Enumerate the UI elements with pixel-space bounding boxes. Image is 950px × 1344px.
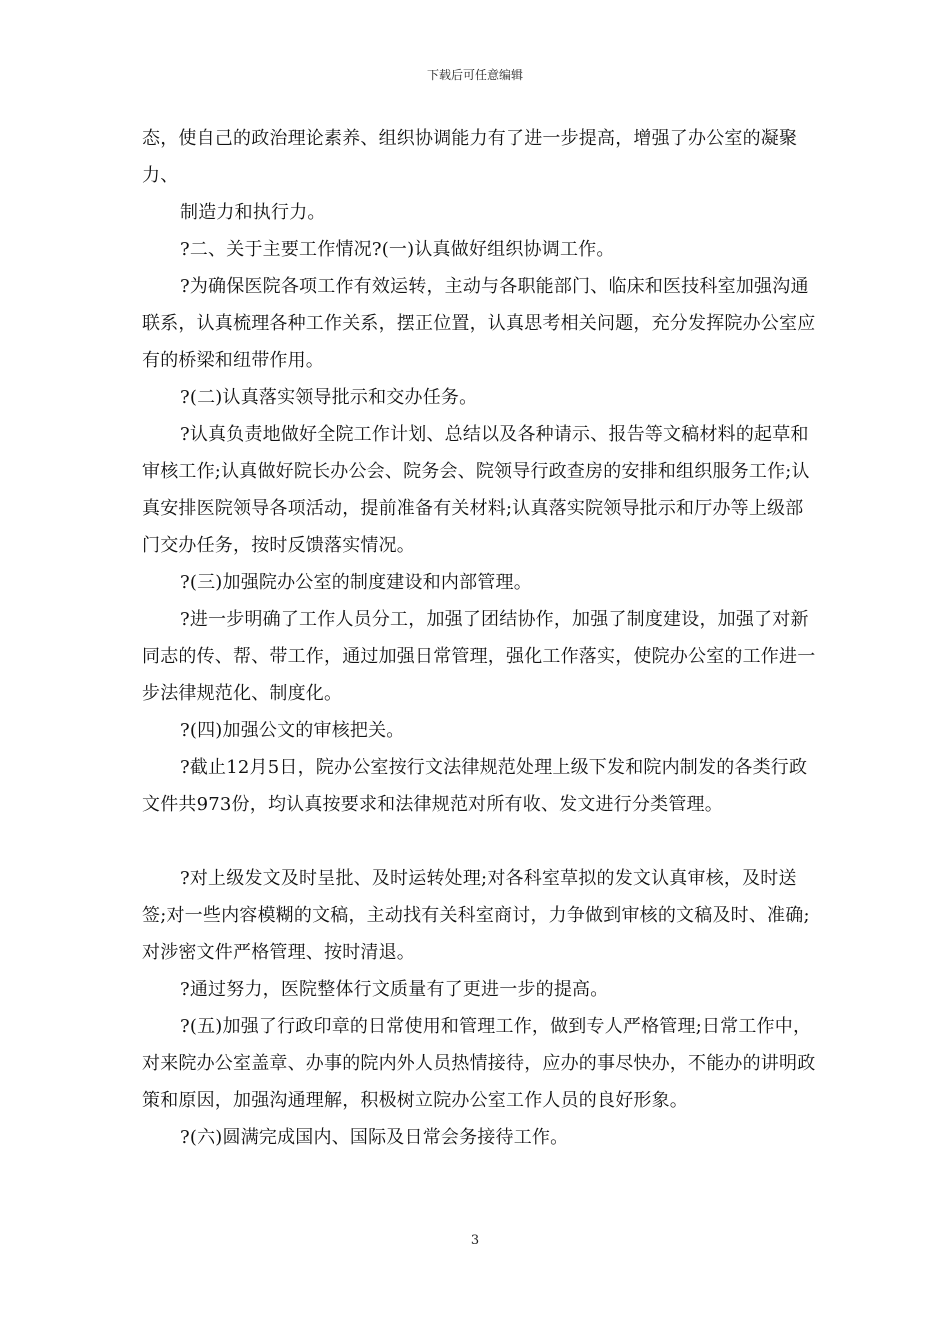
paragraph: ?通过努力，医院整体行文质量有了更进一步的提高。	[180, 979, 609, 1000]
paragraph: ?认真负责地做好全院工作计划、总结以及各种请示、报告等文稿材料的起草和审核工作;认真做好院长办公会、院务会、院领导行政查房的安排和组织服务工作;认真安排医院领导各项活动，提前准备有关材料;认真落实院领导批示和厅办等上级部门交办任务，按时反馈落实情况。	[142, 424, 810, 556]
paragraph: 制造力和执行力。	[180, 202, 326, 223]
paragraph: ?进一步明确了工作人员分工，加强了团结协作，加强了制度建设，加强了对新同志的传、帮、带工作，通过加强日常管理，强化工作落实，使院办公室的工作进一步法律规范化、制度化。	[142, 609, 816, 704]
paragraph: 态，使自己的政治理论素养、组织协调能力有了进一步提高，增强了办公室的凝聚力、	[142, 128, 798, 186]
paragraph: ?(五)加强了行政印章的日常使用和管理工作，做到专人严格管理;日常工作中，对来院办公室盖章、办事的院内外人员热情接待，应办的事尽快办，不能办的讲明政策和原因，加强沟通理解，积极树立院办公室工作人员的良好形象。	[142, 1016, 816, 1111]
section-heading: ?(六)圆满完成国内、国际及日常会务接待工作。	[180, 1127, 569, 1148]
paragraph: ?对上级发文及时呈批、及时运转处理;对各科室草拟的发文认真审核，及时送签;对一些内容模糊的文稿，主动找有关科室商讨，力争做到审核的文稿及时、准确;对涉密文件严格管理、按时清退。	[142, 868, 810, 963]
paragraph: ?为确保医院各项工作有效运转，主动与各职能部门、临床和医技科室加强沟通联系，认真梳理各种工作关系，摆正位置，认真思考相关问题，充分发挥院办公室应有的桥梁和纽带作用。	[142, 276, 816, 371]
section-heading: ?(二)认真落实领导批示和交办任务。	[180, 387, 478, 408]
page-header: 下载后可任意编辑	[426, 68, 523, 82]
section-heading: ?二、关于主要工作情况?(一)认真做好组织协调工作。	[180, 239, 615, 260]
page-number: 3	[470, 1233, 480, 1248]
section-heading: ?(四)加强公文的审核把关。	[180, 720, 405, 741]
document-body	[142, 120, 818, 1156]
section-heading: ?(三)加强院办公室的制度建设和内部管理。	[180, 572, 532, 593]
paragraph: ?截止12月5日，院办公室按行文法律规范处理上级下发和院内制发的各类行政文件共973份，均认真按要求和法律规范对所有收、发文进行分类管理。	[142, 757, 808, 815]
